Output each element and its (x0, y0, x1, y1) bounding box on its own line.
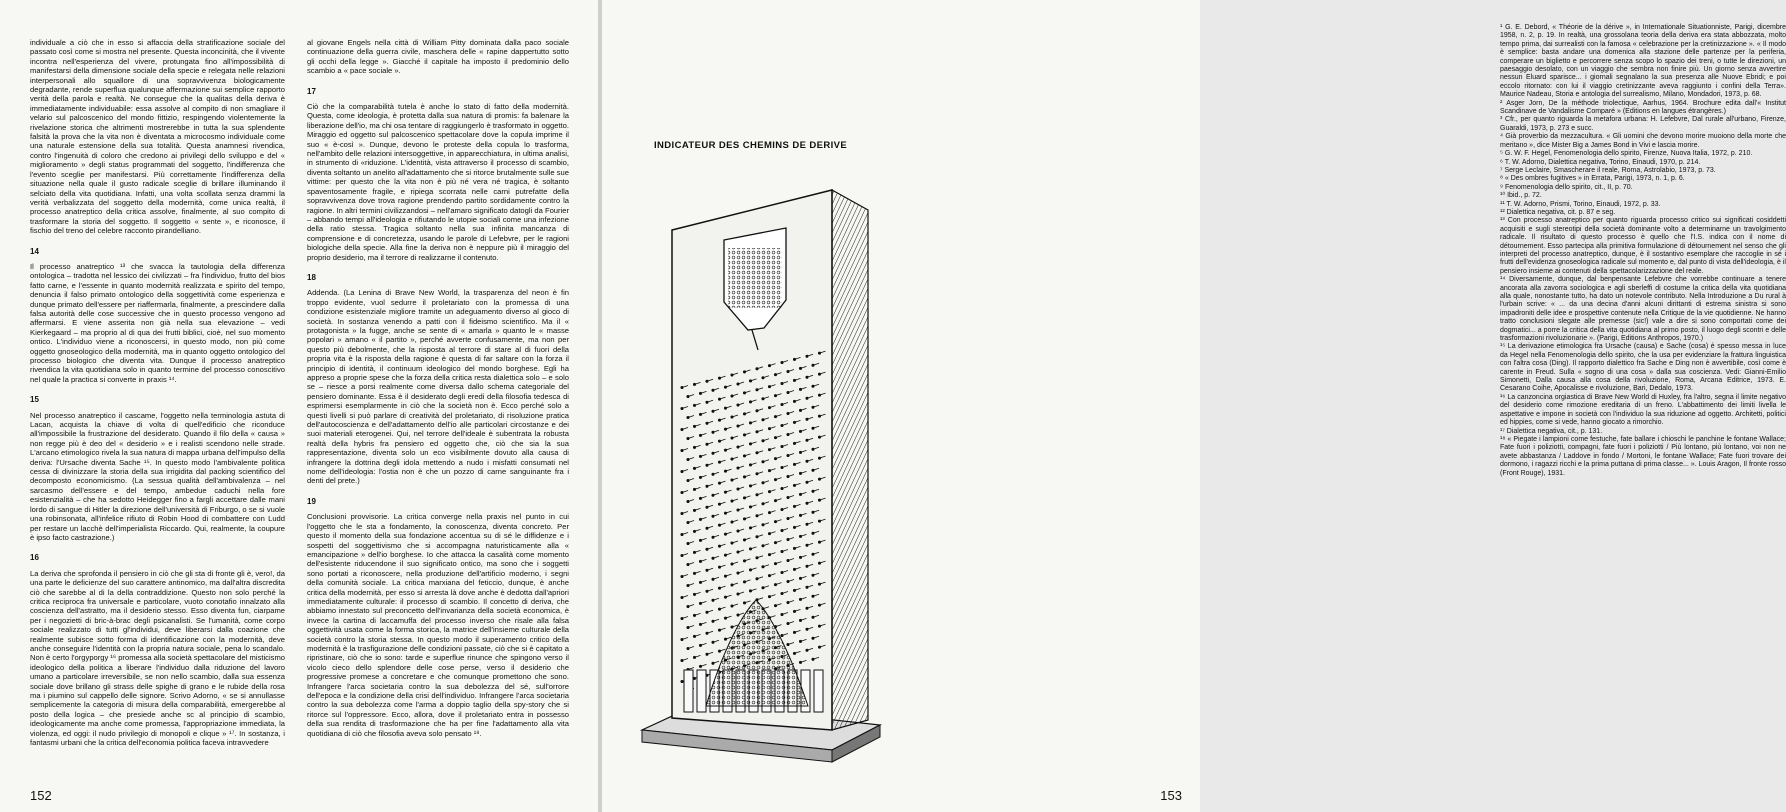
section-number: 18 (307, 272, 316, 282)
section-number: 19 (307, 496, 316, 506)
footnote: ¹² Dialettica negativa, cit. p. 87 e seg. (1500, 208, 1616, 216)
body-paragraph: Conclusioni provvisorie. La critica converge nella praxis nel punto in cui l'oggetto che le sta a fondamento, la conoscenza, diventa concreto. Per questo il momento della sua fondazione accentua su di sé le diffidenze e i sospetti del soggettivismo che si accompagna naturisticamente alla « emancipazione » dell'io borghese. Io che attacca la casalità come momento dell'esistente riducendone il suo significato ontico, ma sono che i soggetti sono portati a riconoscere, nella produzione dell'artificio moderno, i segni della comunità sociale. La critica marxiana del feticcio, dunque, è anche critica della modernità, per esso si arresta là dove anche è dedotta dall'apriori immediatamente culturale: il processo di scambio. Il concetto di deriva, che abbiamo innestato sul preconcetto dell'invarianza della società economica, è invece la cartina di laccamuffa del processo inverso che risale alla falsa oggettività usata come la forma storica, la matrice dell'insieme culturale della società contro la storia stessa. In questo modo il superamento critico della modernità è la trasfigurazione delle condizioni passate, ciò che si è capitato a ripristinare, ciò che io sono: tarde e superflue rinunce che spingono verso il vicolo cieco dello splendore delle cose perse, verso il desiderio che progressive promese a concretare e che comunque promettono che sono. Infrangere l'arca societaria contro la sua debolezza del sé, sull'orrore dell'epoca e la condizione della crisi dell'individuo. Infrangere l'arca societaria contro la sua debolezza come l'arma a doppio taglio della spy-story che si ritorce sul l'oppressore. Ecco, allora, dove il proletariato entra in possesso della sua rendita di trasformazione che ha per fine l'adattamento alla vita quotidiana di ciò che filosofia aveva solo pensato ¹⁸. (307, 512, 569, 738)
body-paragraph: Nel processo anatreptico il cascame, l'oggetto nella terminologia astuta di Lacan, acquista la chiave di volta di quell'edificio che riconduce all'impossibile la frustrazione del desiderato. Quando il filo della « causa » non regge più è deo del « desiderio » e i realisti scendono nelle strade. L'arcano etimologico rivela la sua natura di mappa urbana dell'impulso della deriva: l'Ursache diventa Sache ¹⁵. In questo modo l'ambivalente politica cessa di divinizzare la storia della sua irrigidita dal packing scientifico del decomposto economicismo. (La sessua qualità dell'ambivalenza – nel sarcasmo dell'essere e del tempo, ambedue caduchi nella fore esistenzialità – che ha sedotto Heidegger fino a fargli accettare dalle mani lordo di sangue di Hitler la direzione dell'università di Friburgo, o se si vuole una robinsonata, all'infelice rifiuto di Robin Hood di combattere con Ludd per restare un lacchè dell'imperialista Riccardo. Qui, realmente, la coupure è ipso facto castrazione.) (30, 410, 285, 542)
left-page-column-2 (307, 38, 569, 738)
footnote: ² Asger Jorn, De la méthode triolectique, Aarhus, 1964. Brochure edita dall'« Institut Scandinave de Vandalisme Comparé » (Editions en langues étrangères.) (1500, 99, 1786, 116)
footnotes-column (1500, 24, 1786, 478)
footnote: ¹ G. E. Debord, « Théorie de la dérive », in Internationale Situationniste, Parigi, dicembre 1958, n. 2, p. 19. In realtà, una grossolana teoria della deriva era stata abbozzata, molto tempo prima, dai surrealisti con la famosa « celebrazione per la cretinizzazione ». « Il modo è semplice: basta andare una domenica alla stazione delle partenze per la periferia, comperare un biglietto e percorrere senza scopo lo spazio dei treni, o tutte le direzioni, un paesaggio desolato, con un viaggio che sembra non finire più. Un giorno senza avvertire nessun Eluard sparisce... i giornali segnalano la sua presenza alle Nuove Ebridi; e poi eccolo ritornato: con lui il viaggio cretinizzante aveva raggiunto i confini della Terra». Maurice Nadeau, Storia e antologia del surrealismo, Milano, Mondadori, 1973, p. 68. (1500, 24, 1786, 99)
illustration-title: INDICATEUR DES CHEMINS DE DERIVE (654, 140, 848, 151)
section-number: 15 (30, 395, 39, 405)
left-page (0, 0, 598, 812)
section-number: 17 (307, 86, 316, 96)
footnote: ¹¹ T. W. Adorno, Prismi, Torino, Einaudi, 1972, p. 33. (1500, 200, 1661, 208)
footnote: ¹⁷ Dialettica negativa, cit., p. 131. (1500, 427, 1603, 435)
body-paragraph: Ciò che la comparabilità tutela è anche lo stato di fatto della modernità. Questa, come ideologia, è protetta dalla sua natura di promis: fa balenare la liberazione dell'io, ma chi osa tentare di raggiungerlo è trasformato in oggetto. Miraggio ed oggetto sul palcoscenico spettacolare dove la copula imprime il suo « è-così ». Dunque, devono le proteste della copula lo trasforma, nell'ambito delle relazioni intersoggettive, in apparecchiatura, in ultima analisi, in strumento di «riduzione. L'identità, vista attraverso il processo di scambio, diventa soltanto un anelito all'adattamento che si ritorce brutalmente sulle sue vittime: per questo che la vita non è più né vera né tragica, è soltanto spaventosamente fragile, e ripiega scorrata nelle carni putrefatte della sopravvivenza dove trova ragione prendendo partito sordidamente contro la ragione. In altri termini civilizzandosi – nell'amaro significato datogli da Fourier – abbando tempi all'ideologia e rifiutando le utopie sociali come una infezione della ratio stessa. Tragica soltanto nella sua infinita mancanza di comprensione e di concretezza, usando le parole di Lefebvre, per le ragioni biologiche della specie. Alla fine la deriva non è neppure più il miraggio del proprio desiderio, ma il terrore di realizzarne il contenuto. (307, 102, 569, 262)
footnote: ⁴ Già proverbio da mezzacultura. « Gli uomini che devono morire muoiono della morte che meritano », dice Mister Big a James Bond in Vivi e lascia morire. (1500, 133, 1786, 149)
footnote: ⁷ Serge Leclaire, Smascherare il reale, Roma, Astrolabio, 1973, p. 73. (1500, 166, 1716, 174)
footnote: ¹⁶ La canzoncina orgiastica di Brave New World di Huxley, fra l'altro, segna il limite negativo del desiderio come rimozione ereditaria di un freno. L'abbattimento dei limiti livella le aspettative e impone in società con l'individuo la sua riduzione ad oggetto. Architetti, politici ed hippies, come si vede, hanno giocato a rimorchio. (1500, 393, 1786, 427)
section-number: 14 (30, 246, 39, 256)
body-paragraph: La deriva che sprofonda il pensiero in ciò che gli sta di fronte gli è, vero!, da una parte le deficienze del suo carattere antinomico, ma dall'altra discredita ciò che sarebbe al di la della contraddizione. Questo non solo perché la critica reciproca fra universale e particolare, vuoto conotafio innalzato alla coscienza dell'astratto, ma il desiderio stesso. Esso diventa fun, ciarpame per i negozietti di bric-à-brac degli psicanalisti. Se l'umanità, come corpo sociale realizzato di tutti gl'individui, deve liberarsi dalla coazione che realmente subisce sotto forma di identificazione con la modernità, deve anche conseguire l'identità con la propria natura sociale, pena lo scandalo. Non è certo l'orgyporgy ¹⁶ promessa alla società spettacolare del misticismo ideologico della politica a liberare l'individuo dalla riduzione del lavoro umano a particolare irreversibile, se non nello scambio, dalla sua essenza sociale dove brillano gli strass delle spighe di grano e le rubide della rosa ma i piumino sul cappello delle signore. Scrivo Adorno, « se si annullasse semplicemente la categoria di misura della comparabilità, emergerebbe al posto della logica – che presiede anche sc al principio di scambio, ideologicamente ma anche come promessa, l'appropriazione immediata, la violenza, ed oggi: il nudo privilegio di monopoli e clique » ¹⁷. In sostanza, i fantasmi urbani che la critica dell'economia politica faceva intravvedere (30, 568, 285, 748)
body-paragraph: individuale a ciò che in esso si affaccia della stratificazione sociale del passato così come si mostra nel presente. Questa inconcinità, che il vivente incontra nell'esperienza del vivere, protungata fino all'impossibilità di manifestarsi della dimensione sociale della specie e relegata nelle relazioni interpersonali allo squallore di una sopravvivenza biologicamente degradante, rende superflua qualunque affermazione sui semplice rapporto verità della parola e realtà. Ne consegue che la qualitas della deriva è immediatamente individuabile: essa assolve al compito di non smagliare il velario sul palcoscenico del mondo fittizio, respingendo violentemente la rivelazione storica che altrimenti mostrerebbe in tutta la sua splendente falsità la prova che la vita non è diventata a microcosmo individuale come una naturale estensione della sua totalità. Questa anamnesi rivendica, contro l'ingenuità di coloro che credono ai privilegi dello sviluppo e del « miglioramento » degli status programmati del soggetto, l'indifferenza che l'evento sceglie per manifestarsi. Più correttamente l'indifferenza della situazione nella quale il gusto radicale sceglie di brillare illuminando il selciato della vita quotidiana. Infatti, una volta scollata senza drammi la verità verbalizzata del soggetto della modernità, come unica realtà, il processo anatreptico della critica assolve, finalmente, al suo compito di trasformare la storia del soggetto. Il soggetto « sente », e riconosce, il fischio del treno del celebre racconto pirandelliano. (30, 38, 285, 236)
footnote: ¹³ Con processo anatreptico per quanto riguarda processo critico sui significati cosiddetti acquisiti e sugli stereotipi della società dominante volto a determinarne un travolgimento radicale. Il risultato di questo processo è quello che l'I.S. indica con il nome di détournement. Esso partecipa alla primitiva formulazione di détournement nel senso che gli interpreti del processo anatreptico, dunque, è il sostantivo esemplare che raccoglie in sé i frutti dell'evidenza gnoseologica radicale sul momento e, dal punto di vista dell'ideologia, è il pensiero insieme ai contenuti della spettacolarizzazione del reale. (1500, 217, 1786, 275)
footnote: ¹⁴ Diversamente, dunque, dal benpensante Lefebvre che vorrebbe continuare a tenere ancorata alla zavorra sociologica e agli sberleffi di costume la critica della vita quotidiana alla quale, nonostante tutto, ha dato un notevole contributo. Nella Introduzione a Du rural à l'urbain scrive: « ... da una decina d'anni alcuni dirittanti di estrema sinistra si sono impadroniti delle idee e prospettive contenute nella Critique de la vie quotidienne. Ne hanno tratto conclusioni slegate alle premesse (sic!) vale a dire si sono comportati come dei dogmatici... a porre la critica della vita quotidiana al primo posto, il luogo degli scontri e delle trasformazioni rivoluzionarie ». (Parigi, Editions Anthropos, 1970.) (1500, 276, 1786, 343)
footnote: ³ Cfr., per quanto riguarda la metafora urbana: H. Lefebvre, Dal rurale all'urbano, Firenze, Guaraldi, 1973, p. 273 e succ. (1500, 116, 1786, 132)
left-page-column-1 (30, 38, 285, 747)
derive-machine-illustration (636, 170, 886, 770)
page-number-left: 152 (30, 788, 52, 803)
footnote: ⁵ G. W. F. Hegel, Fenomenologia dello spirito, Firenze, Nuova Italia, 1972, p. 210. (1500, 150, 1753, 158)
footnote: ⁸ « Des ombres fugitives » in Errata, Parigi, 1973, n. 1, p. 6. (1500, 175, 1685, 183)
right-page (602, 0, 1786, 812)
body-paragraph: Il processo anatreptico ¹³ che svacca la tautologia della differenza ontologica – tradotta nel lessico dei civilizzati – fra l'individuo, frutto del bios fatto carne, e l'essente in quanto modernità realizzata e spirito del tempo, denuncia il falso primato ontologico della soggettività come esperienza e dunque primato dell'essere per riaffermarla, finalmente, a prescindere dalla falsa autorità delle cose successive che in questo processo vengono ad affermarsi. E viene asserita non già nella sua elevazione – vedi Kierkegaard – ma proprio al di qua dei frutti biblici, cioè, nel suo momento ontico. L'individuo viene a riconoscersi, in questo modo, non più come oggetto gnoseologico della modernità, ma in quanto oggetto ontologico del processo biologico che diventa vita. Dunque il processo anatreptico rivendica la vita quotidiana solo in quanto termine del processo conoscitivo nel quale la practica si converte in praxis ¹⁴. (30, 261, 285, 384)
footnote: ¹⁰ Ibid., p. 72. (1500, 192, 1542, 200)
footnote: ⁶ T. W. Adorno, Dialettica negativa, Torino, Einaudi, 1970, p. 214. (1500, 158, 1701, 166)
body-paragraph: al giovane Engels nella città di William Pitty dominata dalla paco sociale continuazione della guerra civile, maschera delle « rapine dappertutto sotto gli occhi della legge ». Giacché il capitale ha imposto il predominio dello scambio a « pace sociale ». (307, 38, 569, 76)
footnote: ¹⁸ « Piegate i lampioni come festuche, fate ballare i chioschi le panchine le fontane Wallace; Fate fuori i poliziotti, compagni, fate fuori i poliziotti / Più lontano, più lontano, voi non ne avete abbastanza / Laddove in fondo / Mortoni, le fontane Wallace; Fate fuori trovare dei dormono, i ragazzi ricchi e la prima puttana di prima classe... ». Louis Aragon, Il fronte rosso (Front Rouge), 1931. (1500, 435, 1786, 477)
footnote: ¹⁵ La derivazione etimologica fra Ursache (causa) e Sache (cosa) è spesso messa in luce da Hegel nella Fenomenologia dello spirito, che la usa per evidenziare la frattura linguistica con l'altra cosa (Ding). Il rapporto dialettico fra Sache e Ding non è avvertibile, così come è carente in Freud. Sulla « sogno di una cosa » dalla sua coscienza. Vedi: Gianni-Emilio Simonetti, Dalla causa alla cosa della rivoluzione, Roma, Arcana Editrice, 1973. E. Cesarano Coihe, Apocalisse e rivoluzione, Bari, Dedalo, 1973. (1500, 343, 1786, 393)
footnote: ⁹ Fenomenologia dello spirito, cit., II, p. 70. (1500, 183, 1633, 191)
page-number-right: 153 (1160, 788, 1182, 803)
body-paragraph: Addenda. (La Lenina di Brave New World, la trasparenza del neon è fin troppo evidente, vuol sedurre il proletariato con la promessa di una condizione esistenziale migliore tramite un adeguamento diverso al gioco di società. In sostanza venendo a patti con il fideismo scientifico. Ma il « protagonista » la fugge, anche se sente di « amarla » quanto le « masse popolari » amano « il partito », perché avverte confusamente, ma non per questo più debolmente, che la risposta al terrore di stare al di fuori della propria vita è la risposta della ragione è questa di far saltare con la forza il principio di identità, il continuum ideologico del mondo borghese. Egli ha appreso a proprie spese che la forza della critica resta dialettica solo – e solo se – riesce a porsi realmente come diversa dallo schema categoriale del pensiero dominante. Essa è il desiderato degli eredi della filosofia tedesca di esprimersi esemplarmente in ciò che la società non è. Ecco perché solo a questi livelli si può parlare di creatività del proletariato, di risoluzione pratica dell'autocoscienza e dell'adattamento dell'io alle particolari circostanze e dei suoi materiali eterogenei. Qui, nel terrore dell'ideale è subentrata la robusta realtà della hybris fra pensiero ed oggetto che, ciò che sia la sua rappresentazione, diventa solo un eco visibilmente dovuto alla causa di infrangere la dottrina degli idola mettendo a nudo i misfatti consumati nel nome dell'ideologia: l'ostia non è che un pozzo di carne sanguinante fra i denti del prete.) (307, 288, 569, 486)
section-number: 16 (30, 553, 39, 563)
